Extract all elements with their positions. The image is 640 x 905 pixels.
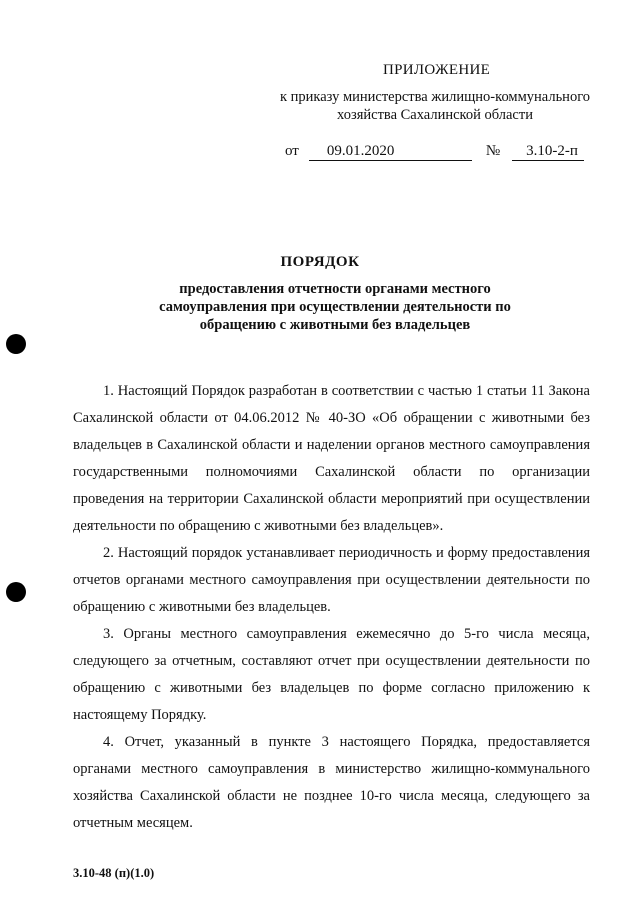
order-date-number-line	[285, 143, 584, 161]
order-number: 3.10-2-п	[512, 143, 584, 161]
appendix-title: ПРИЛОЖЕНИЕ	[383, 62, 491, 78]
punch-hole-top	[6, 334, 26, 354]
punch-hole-bottom	[6, 582, 26, 602]
paragraph-4: 4. Отчет, указанный в пункте 3 настоящего Порядка, предоставляется органами местного самоуправления в министерство жилищно-коммунального хозяйства Сахалинской области не позднее 10-го числа месяца, следующего за отчетным месяцем.	[73, 734, 590, 831]
number-label: №	[485, 143, 501, 159]
date-label: от	[285, 143, 299, 159]
appendix-subtitle: к приказу министерства жилищно-коммунального хозяйства Сахалинской области	[279, 89, 591, 123]
document-title: ПОРЯДОК	[280, 254, 360, 270]
paragraph-3: 3. Органы местного самоуправления ежемесячно до 5-го числа месяца, следующего за отчетным, составляют отчет при осуществлении деятельности по обращению с животными без владельцев по форме согласно приложению к настоящему Порядку.	[73, 626, 590, 723]
order-date: 09.01.2020	[309, 143, 472, 161]
document-body	[73, 378, 590, 837]
paragraph-2: 2. Настоящий порядок устанавливает периодичность и форму предоставления отчетов органами местного самоуправления при осуществлении деятельности по обращению с животными без владельцев.	[73, 545, 590, 615]
paragraph-1: 1. Настоящий Порядок разработан в соответствии с частью 1 статьи 11 Закона Сахалинской области от 04.06.2012 № 40-ЗО «Об обращении с животными без владельцев в Сахалинской области и наделении органов местного самоуправления государственными полномочиями Сахалинской области по организации проведения на территории Сахалинской области мероприятий при осуществлении деятельности по обращению с животными без владельцев».	[73, 383, 590, 534]
footer-form-code: 3.10-48 (п)(1.0)	[73, 866, 155, 880]
document-subtitle: предоставления отчетности органами местного самоуправления при осуществлении деятельности по обращению с животными без владельцев	[159, 281, 511, 333]
